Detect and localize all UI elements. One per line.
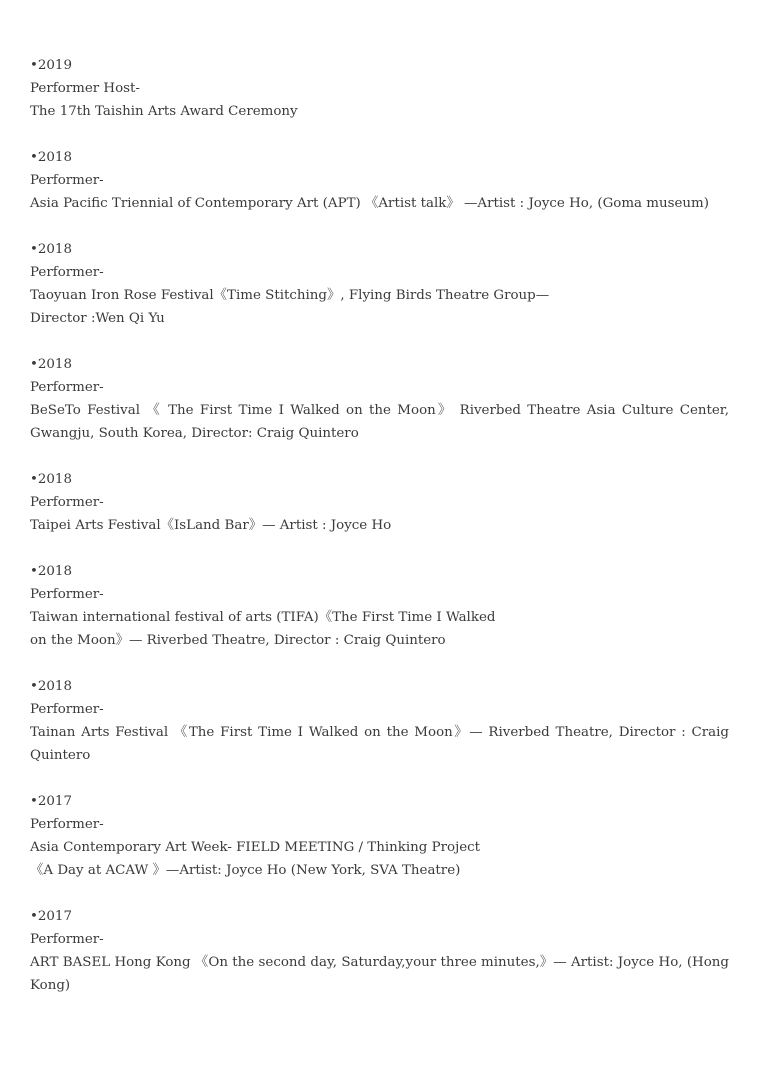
- entry-role: Performer-: [30, 817, 104, 832]
- entry-role: Performer-: [30, 173, 104, 188]
- entry-detail: Taiwan international festival of arts (TIFA)《The First Time I Walked: [30, 610, 496, 625]
- entry-role: Performer Host-: [30, 81, 140, 96]
- entry: [30, 238, 729, 330]
- entry-year: •2018: [30, 242, 72, 257]
- entry: [30, 560, 729, 652]
- entry-role: Performer-: [30, 380, 104, 395]
- entry-year: •2018: [30, 564, 72, 579]
- entry-role: Performer-: [30, 495, 104, 510]
- entry-year: •2019: [30, 58, 72, 73]
- entry-year: •2018: [30, 357, 72, 372]
- entry-detail: Tainan Arts Festival 《The First Time I Walked on the Moon》— Riverbed Theatre, Director : Craig Quintero: [30, 725, 729, 763]
- entry-detail: Asia Pacific Triennial of Contemporary Art (APT) 《Artist talk》 —Artist : Joyce Ho, (Goma museum): [30, 196, 709, 211]
- entry-role: Performer-: [30, 932, 104, 947]
- entry-detail: on the Moon》— Riverbed Theatre, Director : Craig Quintero: [30, 633, 446, 648]
- entry-detail: Director :Wen Qi Yu: [30, 311, 165, 326]
- entry-detail: 《A Day at ACAW 》—Artist: Joyce Ho (New York, SVA Theatre): [30, 863, 461, 878]
- entry-role: Performer-: [30, 265, 104, 280]
- entry-role: Performer-: [30, 587, 104, 602]
- entry-detail: BeSeTo Festival 《 The First Time I Walked on the Moon》 Riverbed Theatre Asia Culture Center, Gwangju, South Korea, Director: Craig Quintero: [30, 403, 729, 441]
- cv-performance-list: [30, 54, 729, 1020]
- entry-detail: ART BASEL Hong Kong 《On the second day, Saturday,your three minutes,》— Artist: Joyce Ho, (Hong Kong): [30, 955, 729, 993]
- entry-detail: Asia Contemporary Art Week- FIELD MEETING / Thinking Project: [30, 840, 481, 855]
- entry: [30, 146, 729, 215]
- entry: [30, 790, 729, 882]
- entry: [30, 675, 729, 767]
- entry-year: •2018: [30, 679, 72, 694]
- entry-role: Performer-: [30, 702, 104, 717]
- entry-detail: Taoyuan Iron Rose Festival《Time Stitching》, Flying Birds Theatre Group—: [30, 288, 550, 303]
- entry-year: •2017: [30, 909, 72, 924]
- entry: [30, 468, 729, 537]
- entry: [30, 353, 729, 445]
- entry: [30, 54, 729, 123]
- entry: [30, 905, 729, 997]
- entry-year: •2018: [30, 472, 72, 487]
- entry-year: •2017: [30, 794, 72, 809]
- entry-detail: The 17th Taishin Arts Award Ceremony: [30, 104, 298, 119]
- entry-detail: Taipei Arts Festival《IsLand Bar》— Artist : Joyce Ho: [30, 518, 392, 533]
- entry-year: •2018: [30, 150, 72, 165]
